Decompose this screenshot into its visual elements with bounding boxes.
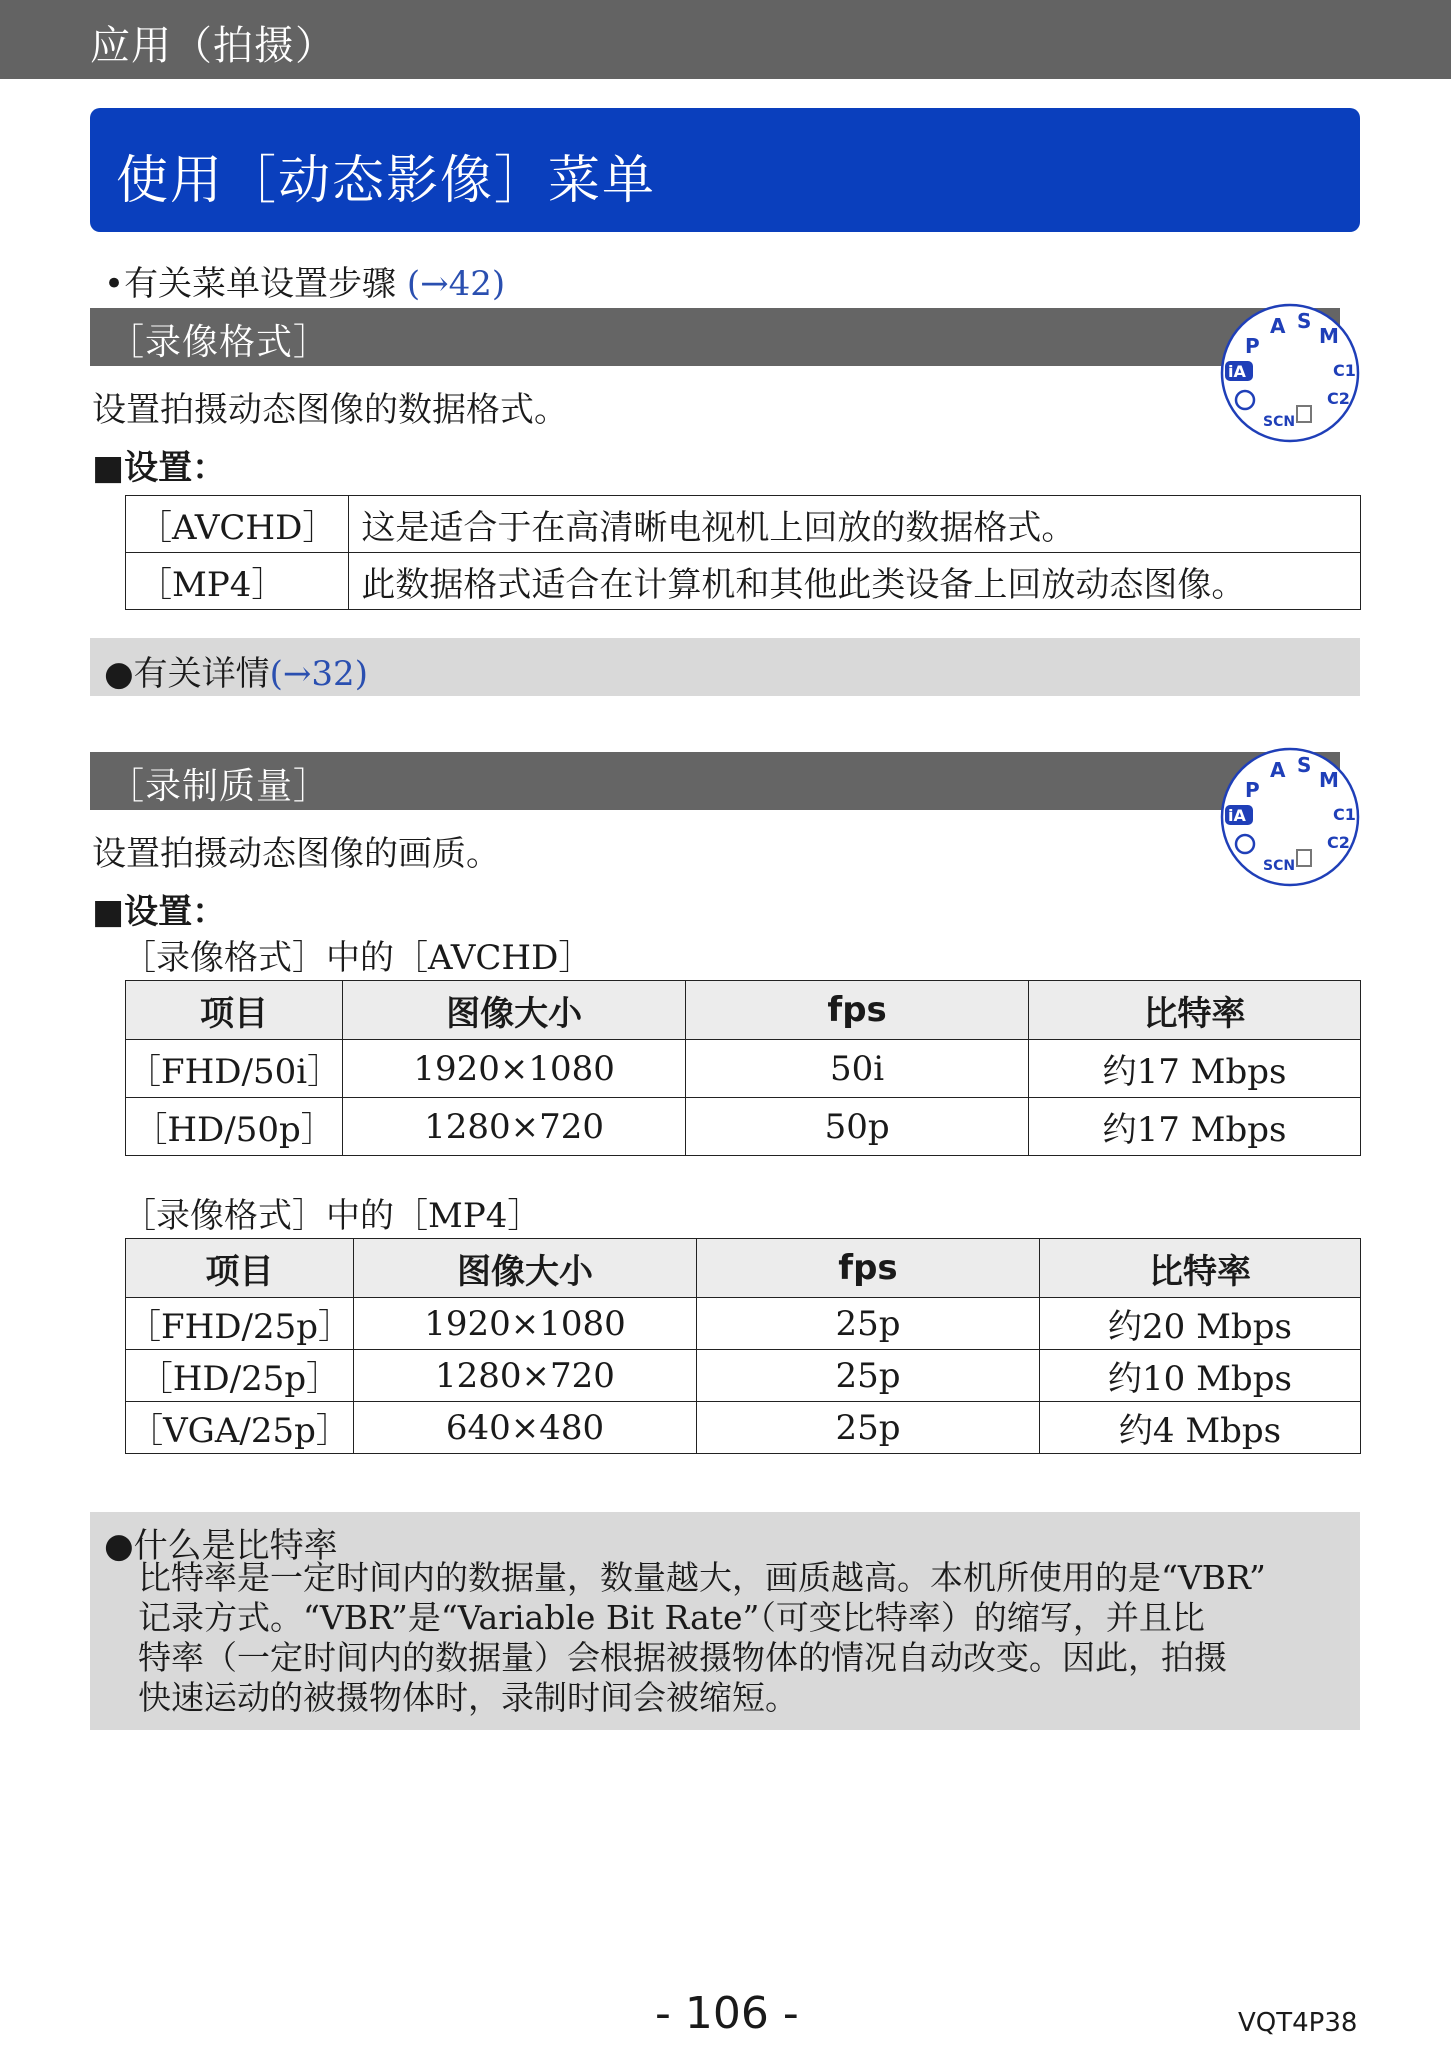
section-description: 设置拍摄动态图像的数据格式。 <box>92 390 568 430</box>
table-cell: ［FHD/50i］ <box>126 1040 343 1098</box>
table-cell: 约17 Mbps <box>1029 1098 1361 1156</box>
section-header-recording-format <box>90 308 1340 366</box>
svg-text:SCN: SCN <box>1263 858 1296 874</box>
table-cell: 1920×1080 <box>343 1040 686 1098</box>
mp4-quality-table <box>125 1238 1361 1454</box>
svg-text:iA: iA <box>1228 806 1246 825</box>
section-header-recording-quality <box>90 752 1340 810</box>
note-body <box>138 1558 1266 1718</box>
note-line: 比特率是一定时间内的数据量，数量越大，画质越高。本机所使用的是“VBR” <box>138 1558 1266 1597</box>
table-cell: 50p <box>686 1098 1029 1156</box>
dial-label-c1: C1 <box>1333 361 1356 380</box>
table-cell: 640×480 <box>353 1402 696 1454</box>
table-cell: 25p <box>696 1402 1039 1454</box>
note-line: 记录方式。“VBR”是“Variable Bit Rate”（可变比特率）的缩写，并且比 <box>138 1598 1205 1637</box>
column-header: 项目 <box>126 981 343 1040</box>
reference-text: 有关菜单设置步骤 <box>124 264 397 304</box>
svg-text:SCN: SCN <box>1263 414 1296 430</box>
table-row <box>126 1402 1361 1454</box>
table-row <box>126 1298 1361 1350</box>
table-row <box>126 553 1361 610</box>
column-header: 图像大小 <box>343 981 686 1040</box>
details-text: ●有关详情 <box>104 654 270 694</box>
section-title: ［录像格式］ <box>108 322 331 363</box>
svg-text:C2: C2 <box>1327 833 1350 852</box>
mp4-table-caption: ［录像格式］中的［MP4］ <box>122 1196 542 1236</box>
table-cell: 1920×1080 <box>353 1298 696 1350</box>
recording-format-table <box>125 495 1361 610</box>
table-row <box>126 1098 1361 1156</box>
table-header-row <box>126 981 1361 1040</box>
column-header: 图像大小 <box>353 1239 696 1298</box>
column-header: fps <box>696 1239 1039 1298</box>
title-banner <box>90 108 1360 232</box>
table-cell: 50i <box>686 1040 1029 1098</box>
table-cell: 约4 Mbps <box>1039 1402 1360 1454</box>
option-description: 此数据格式适合在计算机和其他此类设备上回放动态图像。 <box>349 553 1361 610</box>
option-description: 这是适合于在高清晰电视机上回放的数据格式。 <box>349 496 1361 553</box>
dial-label-ia: iA <box>1228 362 1246 381</box>
dial-label-m: M <box>1319 324 1339 348</box>
svg-text:S: S <box>1297 753 1312 777</box>
settings-label: ■设置： <box>92 448 227 488</box>
dial-label-a: A <box>1270 314 1286 338</box>
column-header: 比特率 <box>1039 1239 1360 1298</box>
avchd-quality-table <box>125 980 1361 1156</box>
section-label: 应用（拍摄） <box>90 23 336 69</box>
column-header: 比特率 <box>1029 981 1361 1040</box>
svg-text:C1: C1 <box>1333 805 1356 824</box>
option-mp4: ［MP4］ <box>126 553 349 610</box>
mode-dial-icon <box>1215 742 1365 892</box>
table-cell: 约10 Mbps <box>1039 1350 1360 1402</box>
table-cell: 25p <box>696 1350 1039 1402</box>
bitrate-note <box>90 1512 1360 1730</box>
table-cell: 25p <box>696 1298 1039 1350</box>
column-header: 项目 <box>126 1239 354 1298</box>
table-cell: ［HD/25p］ <box>126 1350 354 1402</box>
settings-label: ■设置： <box>92 892 227 932</box>
reference-link[interactable]: (→42) <box>406 264 506 304</box>
dial-label-c2: C2 <box>1327 389 1350 408</box>
details-note <box>90 638 1360 696</box>
svg-text:P: P <box>1245 778 1260 802</box>
column-header: fps <box>686 981 1029 1040</box>
svg-text:M: M <box>1319 768 1339 792</box>
note-line: 特率（一定时间内的数据量）会根据被摄物体的情况自动改变。因此，拍摄 <box>138 1638 1227 1677</box>
dial-label-p: P <box>1245 334 1260 358</box>
section-title: ［录制质量］ <box>108 766 331 807</box>
table-cell: 约20 Mbps <box>1039 1298 1360 1350</box>
table-cell: 约17 Mbps <box>1029 1040 1361 1098</box>
note-line: 快速运动的被摄物体时，录制时间会被缩短。 <box>138 1678 798 1717</box>
menu-steps-reference <box>104 256 505 305</box>
table-cell: 1280×720 <box>353 1350 696 1402</box>
table-row <box>126 1350 1361 1402</box>
table-cell: 1280×720 <box>343 1098 686 1156</box>
table-cell: ［HD/50p］ <box>126 1098 343 1156</box>
details-link[interactable]: (→32) <box>269 654 368 694</box>
dial-label-s: S <box>1297 309 1312 333</box>
svg-text:A: A <box>1270 758 1286 782</box>
table-cell: ［FHD/25p］ <box>126 1298 354 1350</box>
page-number: - 106 - <box>655 1988 799 2039</box>
section-description: 设置拍摄动态图像的画质。 <box>92 834 500 874</box>
document-code: VQT4P38 <box>1238 2008 1358 2038</box>
avchd-table-caption: ［录像格式］中的［AVCHD］ <box>122 938 593 978</box>
table-row <box>126 1040 1361 1098</box>
top-bar <box>0 0 1451 79</box>
table-header-row <box>126 1239 1361 1298</box>
table-row <box>126 496 1361 553</box>
note-title: ●什么是比特率 <box>104 1526 338 1566</box>
bullet: • <box>104 264 125 304</box>
option-avchd: ［AVCHD］ <box>126 496 349 553</box>
table-cell: ［VGA/25p］ <box>126 1402 354 1454</box>
mode-dial-icon <box>1215 298 1365 448</box>
page-title: 使用［动态影像］菜单 <box>116 151 657 211</box>
